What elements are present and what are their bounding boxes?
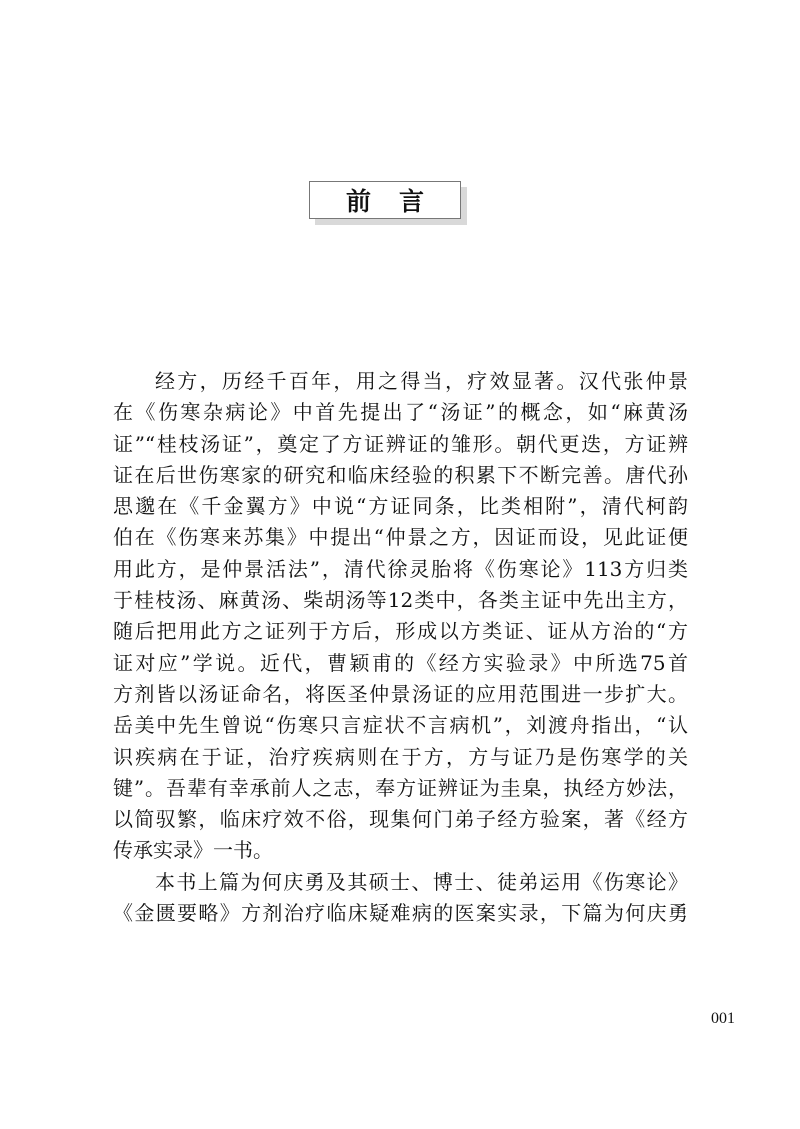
page-number: 001 <box>711 1010 735 1027</box>
text-line: 证对应”学说。近代，曹颖甫的《经方实验录》中所选75首 <box>113 650 688 675</box>
text-line: 随后把用此方之证列于方后，形成以方类证、证从方治的“方 <box>113 619 688 644</box>
text-line: 传承实录》一书。 <box>113 838 273 863</box>
chapter-title: 前言 <box>309 181 461 219</box>
text-line: 本书上篇为何庆勇及其硕士、博士、徒弟运用《伤寒论》 <box>155 869 688 894</box>
text-line: 以简驭繁，临床疗效不俗，现集何门弟子经方验案，著《经方 <box>113 807 688 832</box>
text-line: 伯在《伤寒来苏集》中提出“仲景之方，因证而设，见此证便 <box>113 525 688 550</box>
text-line: 思邈在《千金翼方》中说“方证同条，比类相附”，清代柯韵 <box>113 494 688 519</box>
text-line: 证”“桂枝汤证”，奠定了方证辨证的雏形。朝代更迭，方证辨 <box>113 431 688 456</box>
text-line: 识疾病在于证，治疗疾病则在于方，方与证乃是伤寒学的关 <box>113 744 688 769</box>
text-line: 在《伤寒杂病论》中首先提出了“汤证”的概念，如“麻黄汤 <box>113 400 688 425</box>
text-line: 经方，历经千百年，用之得当，疗效显著。汉代张仲景 <box>155 369 688 393</box>
chapter-title-box <box>309 181 461 219</box>
text-line: 《金匮要略》方剂治疗临床疑难病的医案实录，下篇为何庆勇 <box>113 901 688 926</box>
text-line: 键”。吾辈有幸承前人之志，奉方证辨证为圭臬，执经方妙法， <box>113 775 688 800</box>
text-line: 岳美中先生曾说“伤寒只言症状不言病机”，刘渡舟指出，“认 <box>113 713 688 738</box>
text-line: 证在后世伤寒家的研究和临床经验的积累下不断完善。唐代孙 <box>113 462 688 487</box>
text-line: 方剂皆以汤证命名，将医圣仲景汤证的应用范围进一步扩大。 <box>113 681 688 706</box>
text-line: 于桂枝汤、麻黄汤、柴胡汤等12类中，各类主证中先出主方， <box>113 588 688 613</box>
text-line: 用此方，是仲景活法”，清代徐灵胎将《伤寒论》113方归类 <box>113 556 688 581</box>
body-text <box>113 366 688 929</box>
